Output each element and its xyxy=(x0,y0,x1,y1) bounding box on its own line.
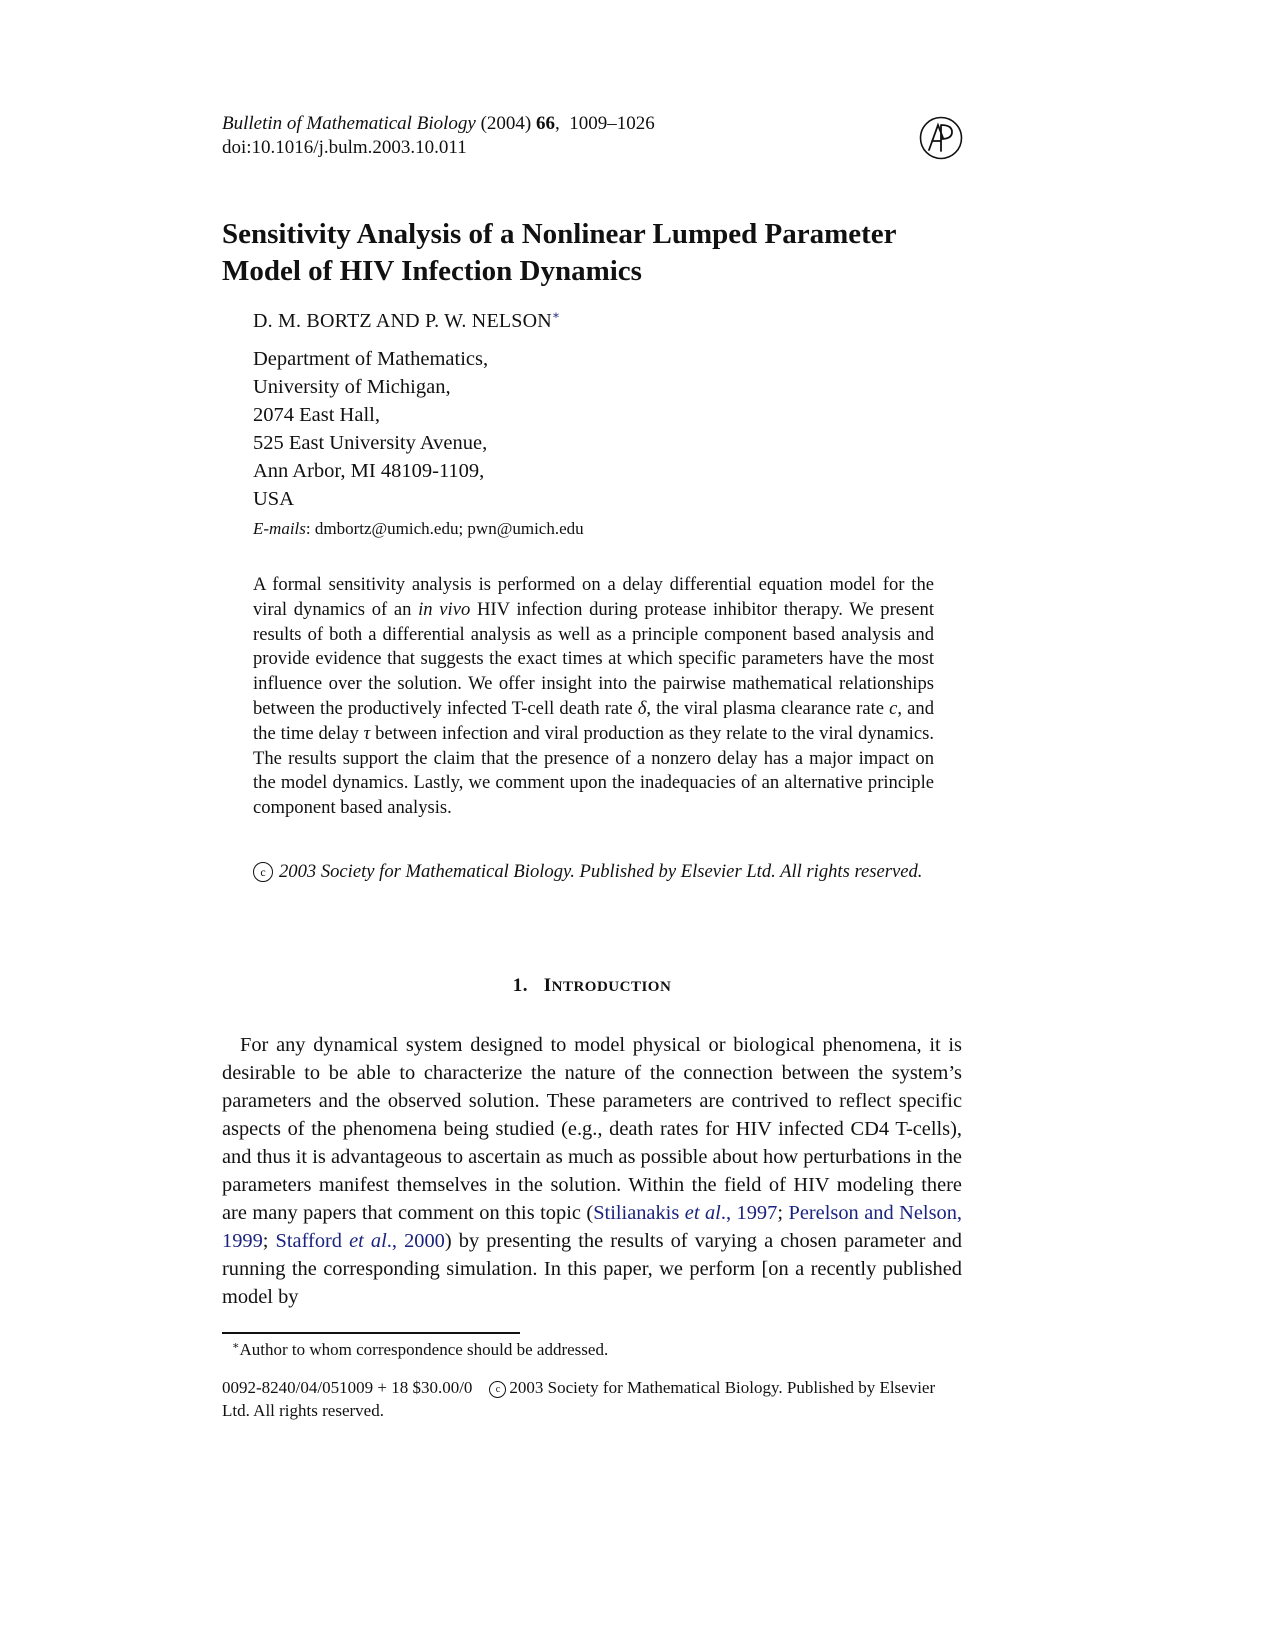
citation-link-stilianakis[interactable]: Stilianakis et al., 1997 xyxy=(593,1202,778,1224)
copyright-text: 2003 Society for Mathematical Biology. Published by Elsevier Ltd. All rights reserved. xyxy=(279,861,923,882)
journal-year: (2004) xyxy=(480,113,532,134)
affiliation-line: Ann Arbor, MI 48109-1109, xyxy=(253,460,485,482)
abstract xyxy=(253,573,934,821)
title-line-2: Model of HIV Infection Dynamics xyxy=(222,255,642,287)
affiliation-line: University of Michigan, xyxy=(253,376,451,398)
affiliation-line: Department of Mathematics, xyxy=(253,348,489,370)
introduction-body xyxy=(222,1031,962,1311)
doi: doi:10.1016/j.bulm.2003.10.011 xyxy=(222,137,467,158)
affiliation xyxy=(253,345,488,513)
issn-code: 0092-8240/04/051009 + 18 $30.00/0 xyxy=(222,1378,473,1397)
emails-value: : dmbortz@umich.edu; pwn@umich.edu xyxy=(305,519,584,538)
issn-copyright xyxy=(222,1376,962,1422)
copyright-icon: c xyxy=(489,1381,506,1398)
emails-label: E-mails xyxy=(253,519,306,538)
emails xyxy=(253,519,584,539)
academic-press-logo-icon xyxy=(919,116,963,160)
footnote-marker: ∗ xyxy=(232,1340,240,1352)
journal-volume: 66 xyxy=(535,113,555,134)
copyright-icon: c xyxy=(253,862,273,882)
section-number: 1. xyxy=(512,975,528,996)
symbol-delta: δ xyxy=(637,697,647,719)
citation-link-perelson[interactable]: Perelson and Nelson, 1999 xyxy=(222,1202,962,1252)
corresponding-author-marker[interactable]: ∗ xyxy=(551,308,561,322)
abstract-copyright xyxy=(253,860,934,885)
symbol-c: c xyxy=(889,697,898,719)
journal-name: Bulletin of Mathematical Biology xyxy=(222,113,476,134)
citation-link-stafford[interactable]: Stafford et al., 2000 xyxy=(275,1230,445,1252)
intro-paragraph: For any dynamical system designed to model physical or biological phenomena, it is desirable to be able to characterize the nature of the connection between the system’s parameters and the observed solution. These parameters are contrived to reflect specific aspects of the phenomena being studied (e.g., death rates for HIV infected CD4 T-cells), and thus it is advantageous to ascertain as much as possible about how perturbations in the parameters manifest themselves in the solution. Within the field of HIV modeling there are many papers that comment on this topic (Stilianakis et al., 1997; Perelson and Nelson, 1999; Stafford et al., 2000) by presenting the results of varying a chosen parameter and running the corresponding simulation. In this paper, we perform [on a recently published model by xyxy=(222,1034,962,1308)
footnote-divider xyxy=(222,1332,520,1334)
affiliation-line: USA xyxy=(253,488,295,510)
citation-line: Bulletin of Mathematical Biology (2004) 66, 1009–1026 xyxy=(222,113,655,134)
affiliation-line: 2074 East Hall, xyxy=(253,404,380,426)
journal-pages: 1009–1026 xyxy=(569,113,655,134)
footnote-text: Author to whom correspondence should be addressed. xyxy=(239,1340,609,1359)
author-list xyxy=(253,308,560,333)
issn-copyright-text: 2003 Society for Mathematical Biology. Published by Elsevier Ltd. All rights reserved. xyxy=(222,1378,936,1420)
title-line-1: Sensitivity Analysis of a Nonlinear Lumped Parameter xyxy=(222,218,897,250)
symbol-tau: τ xyxy=(363,722,371,744)
journal-header xyxy=(222,112,655,160)
affiliation-line: 525 East University Avenue, xyxy=(253,432,488,454)
author-names: D. M. BORTZ AND P. W. NELSON xyxy=(253,310,552,332)
abstract-paragraph: A formal sensitivity analysis is performed on a delay differential equation model for the viral dynamics of an in vivo HIV infection during protease inhibitor therapy. We present results of both a differential analysis as well as a principle component based analysis and provide evidence that suggests the exact times at which specific parameters have the most influence over the solution. We offer insight into the pairwise mathematical relationships between the productively infected T-cell death rate δ, the viral plasma clearance rate c, and the time delay τ between infection and viral production as they relate to the viral dynamics. The results support the claim that the presence of a nonzero delay has a major impact on the model dynamics. Lastly, we comment upon the inadequacies of an alternative principle component based analysis. xyxy=(253,574,935,819)
section-heading: 1. INTRODUCTION xyxy=(512,975,672,996)
footnote xyxy=(232,1339,608,1360)
paper-title xyxy=(222,216,982,290)
